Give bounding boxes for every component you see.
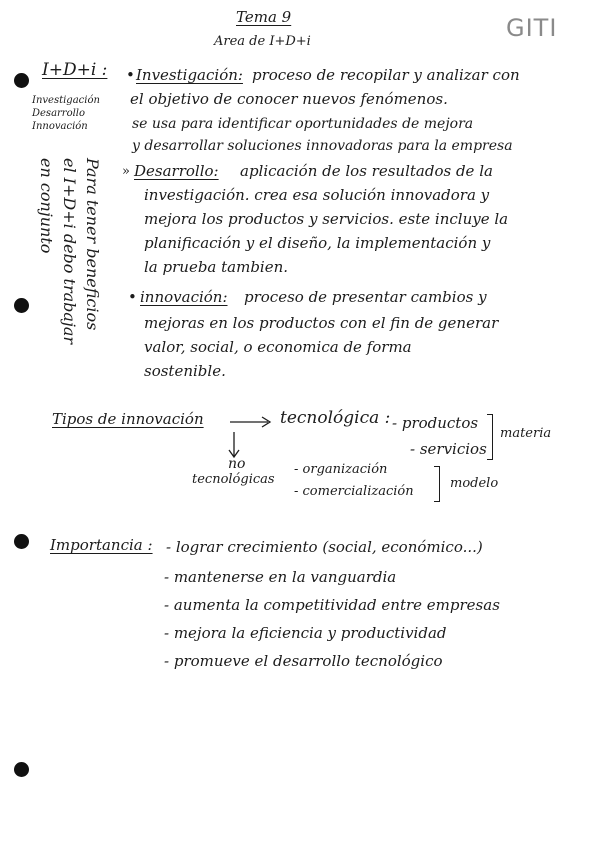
tec-item-productos: - productos <box>392 414 479 432</box>
giti-logo: GITI <box>506 14 558 42</box>
desarrollo-line-4: planificación y el diseño, la implementación y <box>144 234 491 252</box>
importancia-item-2: - mantenerse en la vanguardia <box>164 568 397 586</box>
investigacion-line-4: y desarrollar soluciones innovadoras para la empresa <box>132 138 513 154</box>
no-tec-brace <box>434 466 440 502</box>
tecnologica-label: tecnológica : <box>280 408 391 428</box>
page-subtitle: Area de I+D+i <box>214 34 311 49</box>
desarrollo-term: Desarrollo: <box>134 162 219 180</box>
innovacion-term: innovación: <box>140 288 228 306</box>
idi-heading: I+D+i : <box>42 60 108 80</box>
bullet-mark: • <box>128 288 137 306</box>
innovacion-line-3: valor, social, o economica de forma <box>144 338 412 356</box>
vertical-note-line-2: el I+D+i debo trabajar <box>60 158 79 345</box>
arrow-mark: » <box>122 164 130 179</box>
side-label-desarrollo: Desarrollo <box>32 108 86 119</box>
desarrollo-line-5: la prueba tambien. <box>144 258 289 276</box>
vertical-note-line-3: en conjunto <box>37 158 56 254</box>
tec-brace <box>487 414 493 460</box>
bullet-dot-importancia <box>14 534 29 549</box>
arrow-right-icon <box>228 414 274 430</box>
no-tec-item-comercializacion: - comercialización <box>294 484 414 499</box>
no-tec-item-organizacion: - organización <box>294 462 388 477</box>
importancia-item-5: - promueve el desarrollo tecnológico <box>164 652 443 670</box>
importancia-item-4: - mejora la eficiencia y productividad <box>164 624 447 642</box>
side-label-innovacion: Innovación <box>32 121 88 132</box>
page-title: Tema 9 <box>236 8 292 26</box>
innovacion-line-1: proceso de presentar cambios y <box>244 288 487 306</box>
desarrollo-line-3: mejora los productos y servicios. este incluye la <box>144 210 509 228</box>
importancia-item-1: - lograr crecimiento (social, económico...) <box>166 538 483 556</box>
desarrollo-line-2: investigación. crea esa solución innovadora y <box>144 186 490 204</box>
vertical-note-line-1: Para tener beneficios <box>83 158 102 331</box>
importancia-item-3: - aumenta la competitividad entre empresas <box>164 596 500 614</box>
innovacion-line-2: mejoras en los productos con el fin de generar <box>144 314 499 332</box>
investigacion-term: Investigación: <box>136 66 243 84</box>
no-label: no <box>228 456 246 472</box>
innovacion-line-4: sostenible. <box>144 362 226 380</box>
bullet-dot-empty <box>14 762 29 777</box>
desarrollo-line-1: aplicación de los resultados de la <box>240 162 493 180</box>
tec-group-label: materia <box>500 426 552 441</box>
bullet-dot-idi <box>14 73 29 88</box>
investigacion-line-1: proceso de recopilar y analizar con <box>252 66 520 84</box>
no-tecnologicas-label: tecnológicas <box>192 472 275 487</box>
no-tec-group-label: modelo <box>450 476 499 491</box>
tec-item-servicios: - servicios <box>410 440 487 458</box>
side-label-investigacion: Investigación <box>32 95 100 106</box>
tipos-heading: Tipos de innovación <box>52 410 204 428</box>
investigacion-line-3: se usa para identificar oportunidades de mejora <box>132 116 474 132</box>
bullet-mark: • <box>126 66 135 84</box>
importancia-heading: Importancia : <box>50 536 153 554</box>
bullet-dot-innovacion <box>14 298 29 313</box>
investigacion-line-2: el objetivo de conocer nuevos fenómenos. <box>130 90 448 108</box>
